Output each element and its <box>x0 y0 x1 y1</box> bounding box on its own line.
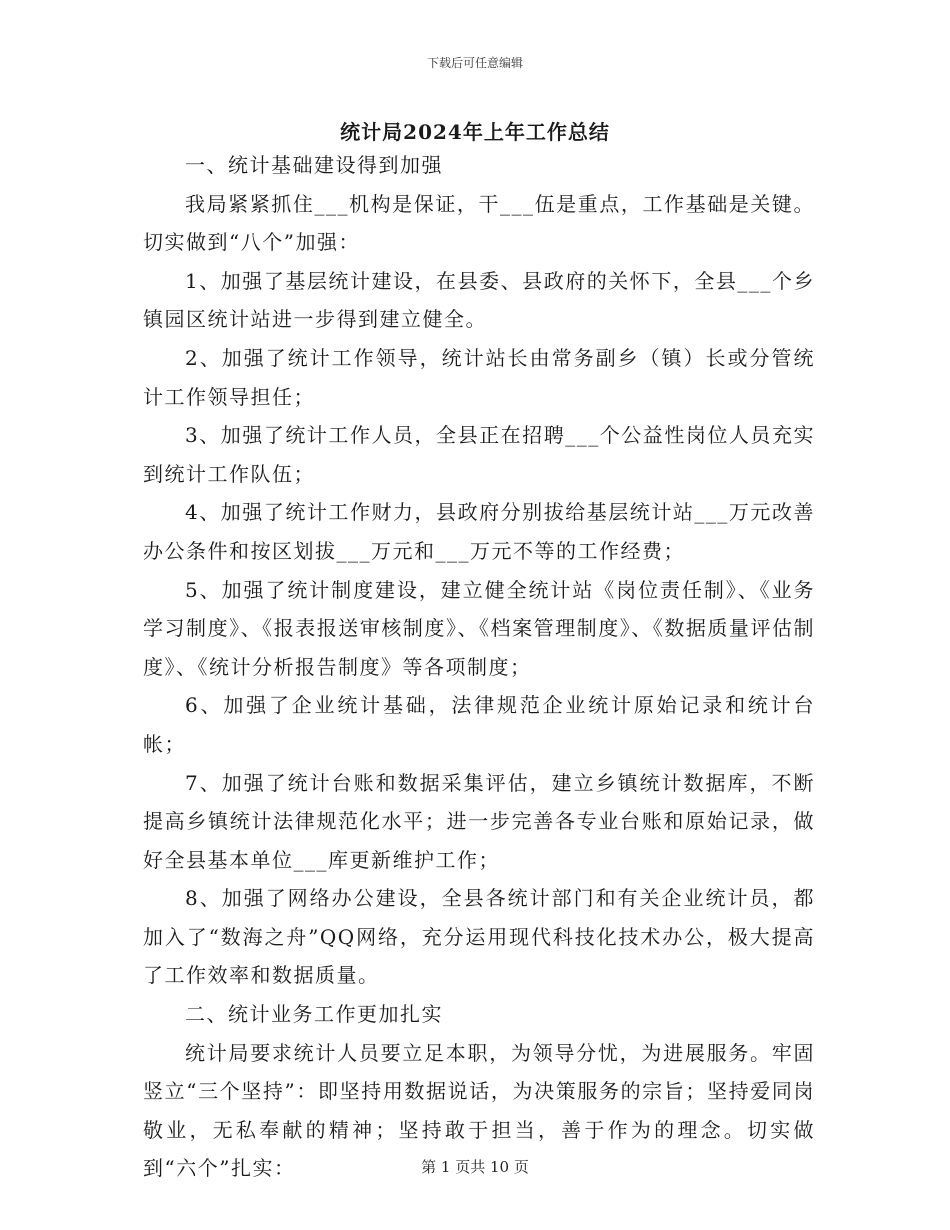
list-item: 5、加强了统计制度建设，建立健全统计站《岗位责任制》、《业务学习制度》、《报表报送审核制度》、《档案管理制度》、《数据质量评估制度》、《统计分析报告制度》等各项制度； <box>143 577 815 679</box>
document-body <box>143 146 815 1188</box>
header-note: 下载后可任意编辑 <box>426 56 523 70</box>
paragraph: 我局紧紧抓住___机构是保证，干___伍是重点，工作基础是关键。切实做到“八个”加强： <box>143 191 815 255</box>
document-title: 统计局2024年上年工作总结 <box>340 120 610 144</box>
list-item: 2、加强了统计工作领导，统计站长由常务副乡（镇）长或分管统计工作领导担任； <box>143 345 815 409</box>
paragraph: 统计局要求统计人员要立足本职，为领导分忧，为进展服务。牢固竖立“三个坚持”：即坚持用数据说话，为决策服务的宗旨；坚持爱同岗敬业，无私奉献的精神；坚持敢于担当，善于作为的理念。切实做到“六个”扎实： <box>143 1040 815 1181</box>
list-item: 6、加强了企业统计基础，法律规范企业统计原始记录和统计台帐； <box>143 693 815 756</box>
list-item: 3、加强了统计工作人员，全县正在招聘___个公益性岗位人员充实到统计工作队伍； <box>143 423 815 486</box>
list-item: 8、加强了网络办公建设，全县各统计部门和有关企业统计员，都加入了“数海之舟”QQ网络，充分运用现代科技化技术办公，极大提高了工作效率和数据质量。 <box>143 886 815 988</box>
section-heading-1: 一、统计基础建设得到加强 <box>185 153 443 177</box>
list-item: 1、加强了基层统计建设，在县委、县政府的关怀下，全县___个乡镇园区统计站进一步得到建立健全。 <box>143 268 815 332</box>
page-number: 第 1 页共 10 页 <box>421 1158 529 1176</box>
list-item: 7、加强了统计台账和数据采集评估，建立乡镇统计数据库，不断提高乡镇统计法律规范化水平；进一步完善各专业台账和原始记录，做好全县基本单位___库更新维护工作； <box>143 770 815 872</box>
section-heading-2: 二、统计业务工作更加扎实 <box>185 1002 443 1027</box>
list-item: 4、加强了统计工作财力，县政府分别拔给基层统计站___万元改善办公条件和按区划拔___万元和___万元不等的工作经费； <box>143 500 815 563</box>
